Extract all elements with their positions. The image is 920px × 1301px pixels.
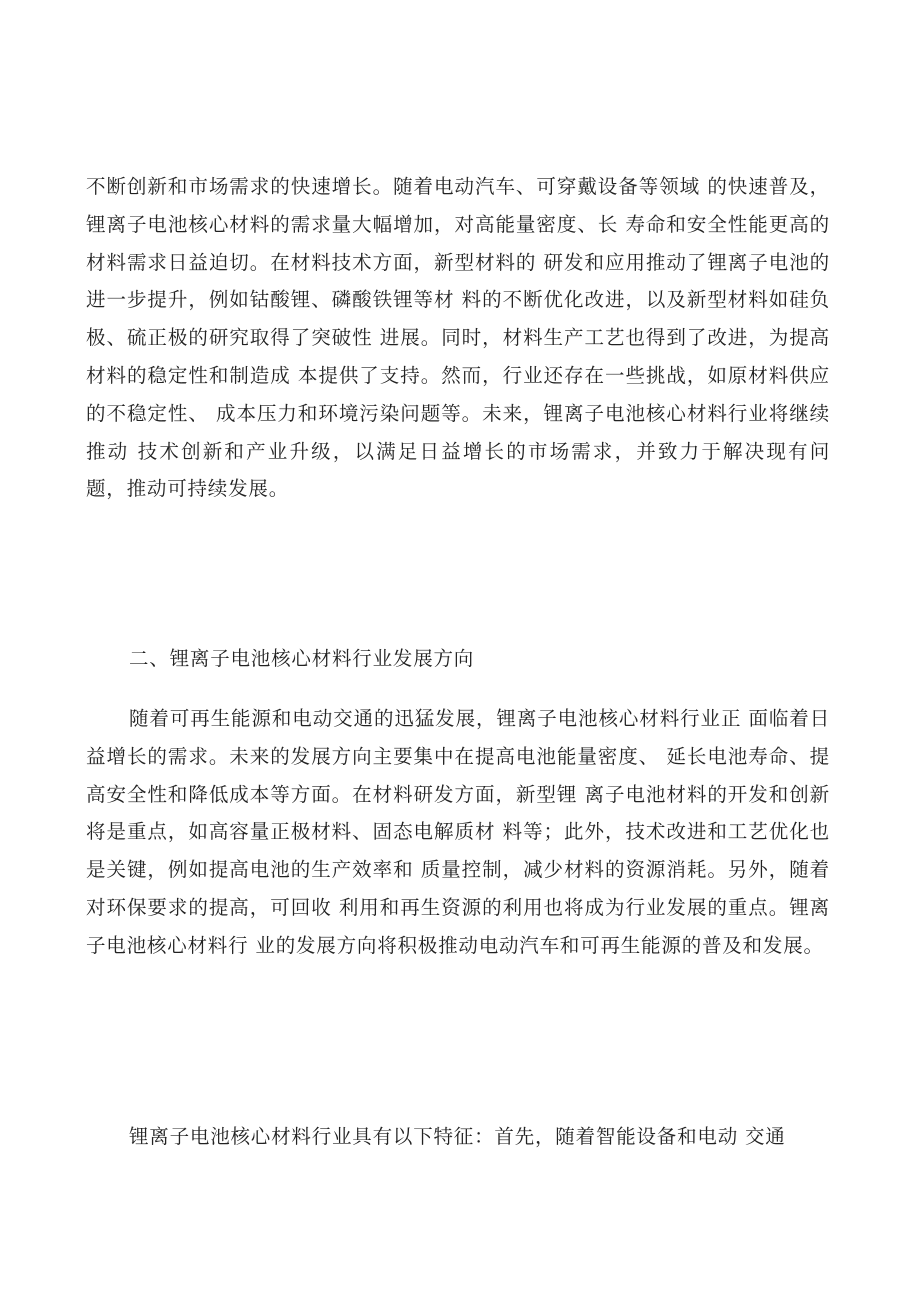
section-heading: 二、锂离子电池核心材料行业发展方向	[129, 647, 475, 670]
body-paragraph-2: 随着可再生能源和电动交通的迅猛发展，锂离子电池核心材料行业正 面临着日益增长的需求。未来的发展方向主要集中在提高电池能量密度、 延长电池寿命、提高安全性和降低成本等方面。在材料研发方面，新型锂 离子电池材料的开发和创新将是重点，如高容量正极材料、固态电解质材 料等；此外，技术改进和工艺优化也是关键，例如提高电池的生产效率和 质量控制，减少材料的资源消耗。另外，随着对环保要求的提高，可回收 利用和再生资源的利用也将成为行业发展的重点。锂离子电池核心材料行 业的发展方向将积极推动电动汽车和可再生能源的普及和发展。	[86, 707, 830, 957]
body-paragraph-1: 不断创新和市场需求的快速增长。随着电动汽车、可穿戴设备等领域 的快速普及，锂离子电池核心材料的需求量大幅增加，对高能量密度、长 寿命和安全性能更高的材料需求日益迫切。在材料技术方面，新型材料的 研发和应用推动了锂离子电池的进一步提升，例如钴酸锂、磷酸铁锂等材 料的不断优化改进，以及新型材料如硅负极、硫正极的研究取得了突破性 进展。同时，材料生产工艺也得到了改进，为提高材料的稳定性和制造成 本提供了支持。然而，行业还存在一些挑战，如原材料供应的不稳定性、 成本压力和环境污染问题等。未来，锂离子电池核心材料行业将继续推动 技术创新和产业升级，以满足日益增长的市场需求，并致力于解决现有问 题，推动可持续发展。	[86, 175, 830, 501]
body-paragraph-3: 锂离子电池核心材料行业具有以下特征：首先，随着智能设备和电动 交通	[129, 1125, 786, 1148]
